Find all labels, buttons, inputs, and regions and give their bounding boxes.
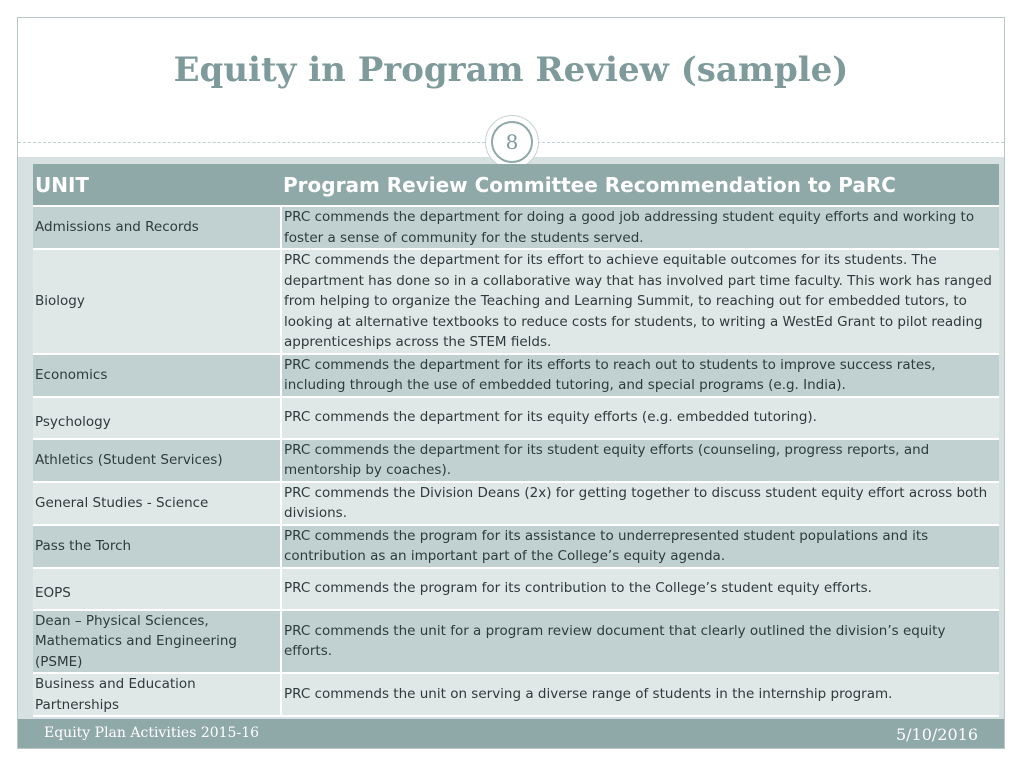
unit-cell: Business and Education Partnerships [33,673,281,716]
table-row [33,354,999,397]
header-unit: UNIT [33,164,281,206]
recommendation-cell: PRC commends the department for its equity efforts (e.g. embedded tutoring). [281,397,999,439]
recommendation-cell: PRC commends the department for doing a good job addressing student equity efforts and working to foster a sense of community for the students served. [281,206,999,249]
table-header-row [33,164,999,206]
recommendation-cell: PRC commends the department for its student equity efforts (counseling, progress reports, and mentorship by coaches). [281,439,999,482]
table-row [33,397,999,439]
recommendations-table [33,164,999,717]
recommendation-cell: PRC commends the Division Deans (2x) for getting together to discuss student equity effort across both divisions. [281,482,999,525]
table-row [33,206,999,249]
table-row [33,482,999,525]
unit-cell: General Studies - Science [33,482,281,525]
unit-cell: Dean – Physical Sciences, Mathematics and Engineering (PSME) [33,610,281,674]
unit-cell: Athletics (Student Services) [33,439,281,482]
recommendation-cell: PRC commends the unit for a program review document that clearly outlined the division’s equity efforts. [281,610,999,674]
footer-caption: Equity Plan Activities 2015-16 [44,725,260,741]
table-row [33,610,999,674]
table-row [33,568,999,610]
slide-title: Equity in Program Review (sample) [173,50,849,90]
recommendation-cell: PRC commends the department for its effort to achieve equitable outcomes for its students. The department has done so in a collaborative way that has involved part time faculty. This work has ranged from helping to organize the Teaching and Learning Summit, to reaching out for embedded tutors, to looking at alternative textbooks to reduce costs for students, to writing a WestEd Grant to pilot reading apprenticeships across the STEM fields. [281,249,999,354]
unit-cell: Admissions and Records [33,206,281,249]
table-row [33,439,999,482]
recommendation-cell: PRC commends the program for its contribution to the College’s student equity efforts. [281,568,999,610]
table-row [33,673,999,716]
unit-cell: Pass the Torch [33,525,281,568]
unit-cell: Economics [33,354,281,397]
unit-cell: Biology [33,249,281,354]
page-number: 8 [491,121,533,163]
page-number-badge [485,115,539,169]
recommendation-cell: PRC commends the program for its assistance to underrepresented student populations and its contribution as an important part of the College’s equity agenda. [281,525,999,568]
unit-cell: EOPS [33,568,281,610]
table-row [33,525,999,568]
footer-date: 5/10/2016 [895,725,978,744]
recommendation-cell: PRC commends the department for its efforts to reach out to students to improve success rates, including through the use of embedded tutoring, and special programs (e.g. India). [281,354,999,397]
recommendation-cell: PRC commends the unit on serving a diverse range of students in the internship program. [281,673,999,716]
table-row [33,249,999,354]
header-recommendation: Program Review Committee Recommendation to PaRC [281,164,999,206]
unit-cell: Psychology [33,397,281,439]
